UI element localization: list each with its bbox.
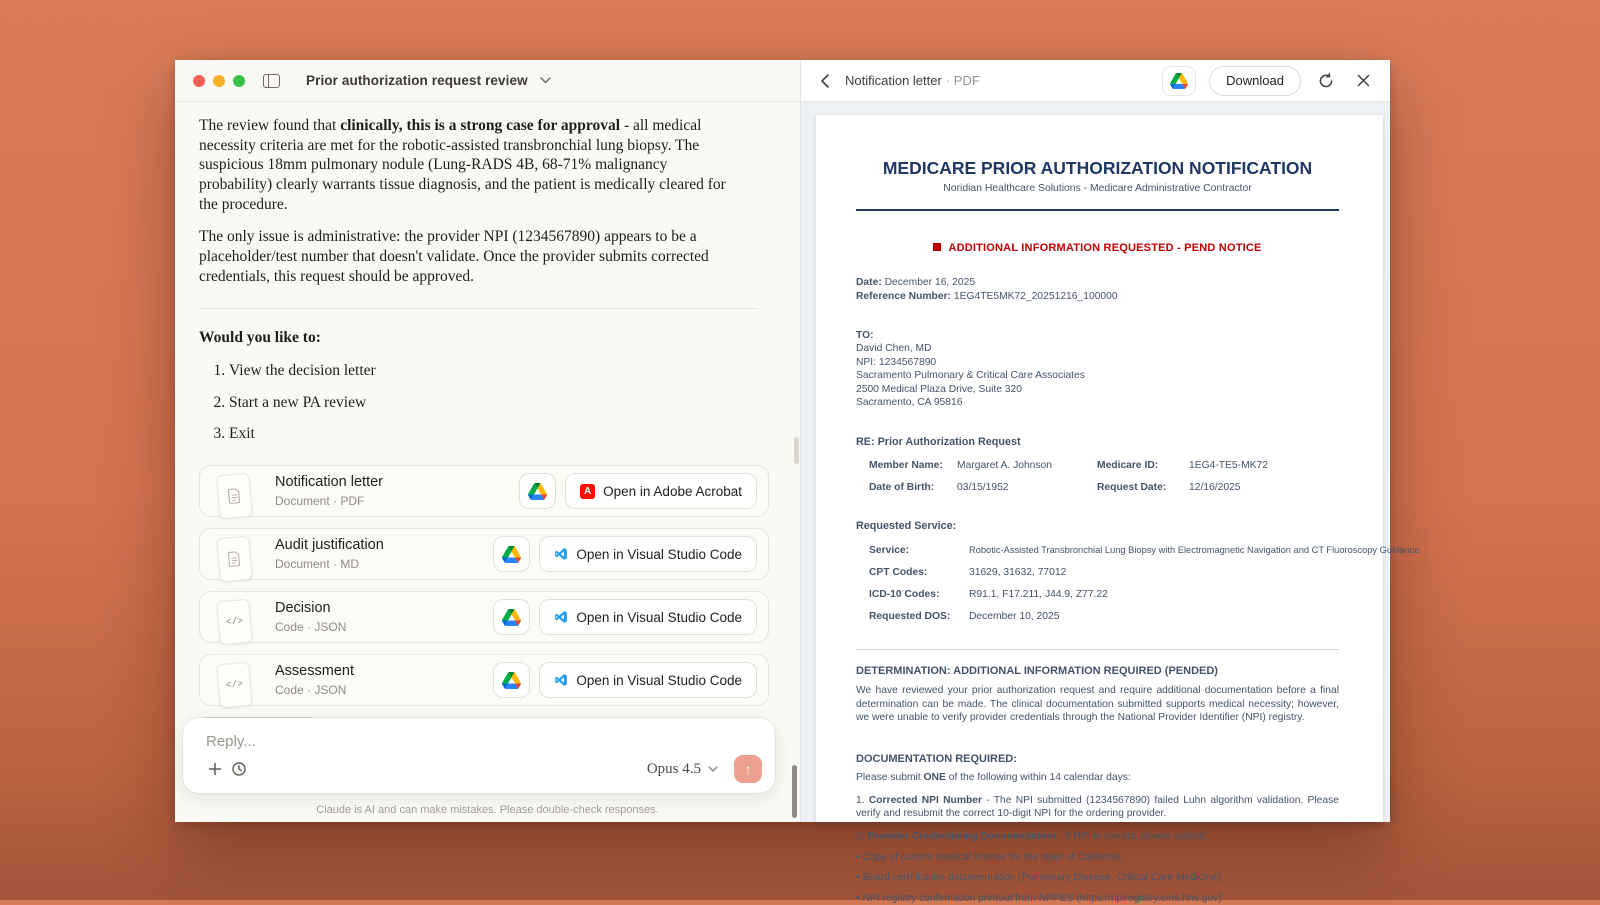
preview-pane (800, 60, 1420, 904)
action-label: Open in Visual Studio Code (576, 546, 742, 562)
chevron-down-icon[interactable] (540, 77, 551, 84)
close-icon (1357, 74, 1370, 87)
chat-pane (175, 60, 800, 822)
document-icon (216, 473, 253, 520)
vscode-icon (554, 547, 568, 561)
save-to-drive-button[interactable] (519, 473, 556, 509)
member-info-table: Member Name: Margaret A. Johnson Medicare ID: 1EG4-TE5-MK72 Date of Birth: 03/15/1952 Request Date: 12/16/2025 (869, 460, 1268, 493)
file-title: Decision (275, 599, 331, 616)
documentation-intro: Please submit ONE of the following within 14 calendar days: (856, 772, 1131, 784)
pdf-heading: MEDICARE PRIOR AUTHORIZATION NOTIFICATION (882, 158, 1313, 178)
sidebar-toggle-icon[interactable] (263, 74, 280, 88)
minimize-window-button[interactable] (213, 75, 225, 87)
file-title: Notification letter (275, 473, 383, 490)
vscode-icon (554, 610, 568, 624)
code-file-icon: </> (216, 662, 253, 709)
file-card-audit-justification[interactable] (199, 528, 769, 580)
documentation-item-2: 2. Provider Credentialing Documentation - If NPI is correct, please submit: (856, 830, 1208, 842)
file-info (275, 662, 493, 699)
chevron-down-icon (708, 766, 718, 772)
open-in-vscode-button[interactable] (539, 536, 757, 572)
google-drive-icon (1170, 73, 1188, 89)
file-meta: Document · MD (275, 557, 360, 572)
assistant-paragraph: The only issue is administrative: the provider NPI (1234567890) appears to be a placeholder/test number that doesn't validate. Once the provider submits corrected credentials, this request should be approved. (199, 228, 709, 285)
attach-button[interactable] (203, 757, 227, 781)
preview-title: Notification letter (845, 73, 942, 88)
file-meta: Code · JSON (275, 683, 347, 698)
determination-heading: DETERMINATION: ADDITIONAL INFORMATION REQUIRED (PENDED) (856, 665, 1218, 678)
titlebar (175, 60, 800, 102)
composer-toolbar (203, 755, 762, 783)
adobe-acrobat-icon: A (580, 484, 595, 499)
documentation-heading: DOCUMENTATION REQUIRED: (856, 752, 1017, 765)
pdf-divider (856, 209, 1339, 211)
list-item: 1. View the decision letter (229, 361, 757, 381)
refresh-button[interactable] (1314, 69, 1338, 93)
pdf-subheading: Noridian Healthcare Solutions - Medicare Administrative Contractor (943, 183, 1252, 195)
ai-disclaimer: Claude is AI and can make mistakes. Please double-check responses. (316, 804, 659, 816)
google-drive-icon (502, 609, 521, 626)
refresh-icon (1318, 73, 1334, 89)
file-card-notification-letter[interactable] (199, 465, 769, 517)
code-file-icon: </> (216, 599, 253, 646)
file-card-assessment[interactable] (199, 654, 769, 706)
action-label: Open in Visual Studio Code (576, 672, 742, 688)
reply-composer[interactable] (183, 718, 775, 793)
vscode-icon (554, 673, 568, 687)
open-in-vscode-button[interactable] (539, 599, 757, 635)
documentation-bullet: • NPI registry confirmation printout from NPPES (https://npiregistry.cms.hhs.gov) (856, 892, 1339, 905)
file-title: Audit justification (275, 536, 384, 553)
traffic-lights (193, 75, 245, 87)
save-to-drive-button[interactable] (493, 599, 530, 635)
download-button[interactable]: Download (1209, 66, 1301, 96)
documentation-bullet: • Copy of current medical license for the state of California (856, 851, 1339, 865)
app-window (175, 60, 1420, 904)
pdf-viewer[interactable] (801, 102, 1420, 904)
documentation-item-1: 1. Corrected NPI Number - The NPI submitted (1234567890) failed Luhn algorithm validation. Please verify and resubmit the correct 10-digit NPI for the ordering provider. (856, 794, 1339, 820)
file-title: Assessment (275, 662, 354, 679)
file-info (275, 536, 493, 573)
preview-title-suffix: · PDF (945, 73, 980, 88)
pdf-page (816, 115, 1420, 904)
send-button[interactable] (734, 755, 762, 783)
file-info (275, 599, 493, 636)
history-button[interactable] (227, 757, 251, 781)
open-in-acrobat-button[interactable] (565, 473, 757, 509)
list-item: 3. Exit (229, 424, 757, 444)
documentation-bullet: • Board certification documentation (Pulmonary Disease, Critical Care Medicine) (856, 871, 1339, 885)
red-square-icon (933, 243, 941, 251)
close-window-button[interactable] (193, 75, 205, 87)
conversation-title: Prior authorization request review (306, 73, 528, 88)
file-meta: Code · JSON (275, 620, 347, 635)
chat-scrollbar-thumb-lower[interactable] (792, 765, 797, 818)
assistant-paragraph: The review found that clinically, this is a strong case for approval - all medical necessity criteria are met for the robotic-assisted transbronchial lung biopsy. The suspicious 18mm pulmonary nodule (Lung-RADS 4B, 68-71% malignancy probability) clearly warrants tissue diagnosis, and the patient is medically cleared for the procedure. (199, 117, 726, 213)
model-selector[interactable] (647, 761, 718, 778)
pdf-date-block: Date: December 16, 2025 Reference Number: 1EG4TE5MK72_20251216_100000 (856, 277, 1118, 302)
clock-icon (231, 761, 247, 777)
google-drive-icon (528, 483, 547, 500)
document-icon (216, 536, 253, 583)
determination-body: We have reviewed your prior authorization request and require additional documentation before a final determination can be made. The clinical documentation submitted supports medical necessity; however, we were unable to verify provider credentials through the National Provider Identifier (NPI) registry. (856, 684, 1339, 724)
reply-input[interactable]: Reply... (206, 733, 256, 750)
preview-header (801, 60, 1390, 102)
arrow-up-icon: ↑ (744, 761, 752, 777)
chat-messages[interactable] (175, 102, 800, 822)
open-in-vscode-button[interactable] (539, 662, 757, 698)
chat-scrollbar-thumb[interactable] (794, 437, 799, 464)
file-info (275, 473, 519, 510)
preview-actions (1162, 66, 1375, 96)
pdf-re-heading: RE: Prior Authorization Request (856, 435, 1021, 448)
file-meta: Document · PDF (275, 494, 365, 509)
action-label: Open in Visual Studio Code (576, 609, 742, 625)
prompt-heading: Would you like to: (199, 329, 321, 347)
service-heading: Requested Service: (856, 520, 957, 533)
chevron-left-icon (820, 74, 829, 88)
pdf-section-divider (856, 649, 1339, 650)
close-preview-button[interactable] (1351, 69, 1375, 93)
service-table: Service: Robotic-Assisted Transbronchial Lung Biopsy with Electromagnetic Navigation and CT Fluoroscopy Guidance CPT Codes: 31629, 31632, 77012 ICD-10 Codes: R91.1, F17.211, J44.9, Z77.22 Requested DOS: December 10, 2025 (869, 544, 1420, 622)
plus-icon (207, 761, 223, 777)
back-button[interactable] (811, 68, 837, 94)
list-item: 2. Start a new PA review (229, 393, 757, 413)
pdf-to-block: TO: David Chen, MD NPI: 1234567890 Sacramento Pulmonary & Critical Care Associates 2500 Medical Plaza Drive, Suite 320 Sacramento, CA 95816 (856, 329, 1085, 409)
message-divider (199, 308, 758, 309)
save-to-drive-button[interactable] (493, 662, 530, 698)
action-label: Open in Adobe Acrobat (603, 483, 742, 499)
save-to-drive-button[interactable] (493, 536, 530, 572)
google-drive-icon (502, 672, 521, 689)
file-card-decision[interactable] (199, 591, 769, 643)
zoom-window-button[interactable] (233, 75, 245, 87)
options-list (199, 361, 757, 444)
model-name: Opus 4.5 (646, 760, 701, 777)
google-drive-icon (502, 546, 521, 563)
save-to-drive-button[interactable] (1162, 66, 1196, 96)
pend-notice: ADDITIONAL INFORMATION REQUESTED - PEND NOTICE (856, 241, 1339, 256)
